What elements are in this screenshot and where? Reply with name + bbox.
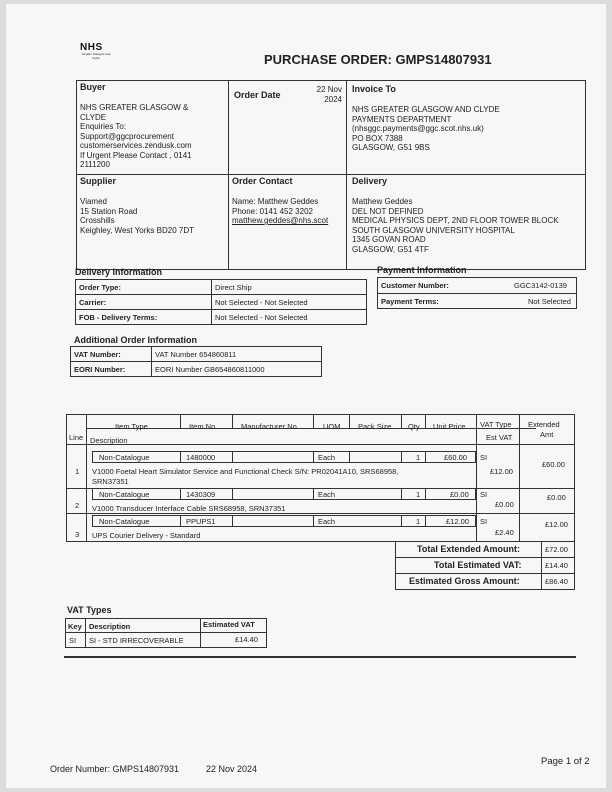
customer-number-label: Customer Number:: [381, 281, 449, 290]
buyer-heading: Buyer: [80, 82, 106, 92]
eori-number-label: EORI Number:: [74, 365, 126, 374]
row3-qty: 1: [416, 517, 421, 526]
row2-description: V1000 Transducer Interface Cable SRS68958, SRN37351: [92, 504, 286, 513]
row1-item-no: 1480000: [186, 453, 216, 462]
total-extended-label: Total Extended Amount:: [417, 544, 520, 554]
row3-description: UPS Courier Delivery - Standard: [92, 531, 201, 540]
total-vat-value: £14.40: [545, 561, 568, 570]
vat-row-estimated: £14.40: [235, 635, 258, 644]
vat-row-key: SI: [69, 636, 77, 645]
row1-extended: £60.00: [542, 460, 565, 469]
vat-number-value: VAT Number 654860811: [155, 350, 237, 359]
row2-item-no: 1430309: [186, 490, 216, 499]
order-date-label: Order Date: [234, 90, 281, 100]
vat-number-label: VAT Number:: [74, 350, 121, 359]
row1-item-type: Non-Catalogue: [99, 453, 150, 462]
invoice-to-heading: Invoice To: [352, 84, 396, 94]
order-type-value: Direct Ship: [215, 283, 252, 292]
payment-info-heading: Payment Information: [377, 265, 467, 275]
row2-uom: Each: [318, 490, 336, 499]
row1-qty: 1: [416, 453, 421, 462]
vat-header-estimated: Estimated VAT: [203, 620, 255, 629]
header-vat-type: VAT Type: [480, 420, 512, 429]
row1-est-vat: £12.00: [490, 467, 513, 476]
header-line: Line: [69, 433, 84, 442]
nhs-logo-sub: Greater Glasgow and Clyde: [81, 52, 111, 60]
payment-terms-value: Not Selected: [528, 297, 571, 306]
additional-info-heading: Additional Order Information: [74, 335, 197, 345]
fob-label: FOB - Delivery Terms:: [79, 313, 158, 322]
vat-header-key: Key: [68, 622, 82, 631]
header-amt: Amt: [540, 430, 554, 439]
vat-header-description: Description: [89, 622, 131, 631]
header-pack-size: Pack Size: [358, 422, 392, 431]
vat-types-heading: VAT Types: [67, 605, 112, 615]
footer-page-number: Page 1 of 2: [541, 756, 590, 767]
row3-line: 3: [75, 530, 80, 539]
row2-extended: £0.00: [547, 493, 566, 502]
row1-description-cont: SRN37351: [92, 477, 129, 486]
footer-divider: [64, 656, 576, 658]
header-unit-price: Unit Price: [433, 422, 466, 431]
header-qty: Qty: [408, 422, 420, 431]
row1-vat-type: SI: [480, 453, 488, 462]
row2-vat-type: SI: [480, 490, 488, 499]
row2-est-vat: £0.00: [495, 500, 514, 509]
eori-number-value: EORI Number GB654860811000: [155, 365, 265, 374]
row1-unit-price: £60.00: [444, 453, 467, 462]
row3-uom: Each: [318, 517, 336, 526]
carrier-label: Carrier:: [79, 298, 107, 307]
nhs-logo-mark: NHS: [80, 42, 103, 53]
row3-unit-price: £12.00: [446, 517, 469, 526]
page-title: PURCHASE ORDER: GMPS14807931: [264, 52, 492, 67]
carrier-value: Not Selected - Not Selected: [215, 298, 308, 307]
row1-line: 1: [75, 467, 80, 476]
header-uom: UOM: [323, 422, 341, 431]
contact-email-link[interactable]: matthew.geddes@nhs.scot: [232, 216, 329, 225]
invoice-to-address: NHS GREATER GLASGOW AND CLYDE PAYMENTS DEPARTMENT (nhsggc.payments@ggc.scot.nhs.uk) PO BOX 7388 GLASGOW, G51 9BS: [352, 105, 500, 152]
supplier-heading: Supplier: [80, 176, 117, 186]
row2-item-type: Non-Catalogue: [99, 490, 150, 499]
order-type-label: Order Type:: [79, 283, 121, 292]
payment-terms-label: Payment Terms:: [381, 297, 439, 306]
row2-unit-price: £0.00: [450, 490, 469, 499]
header-est-vat: Est VAT: [486, 433, 513, 442]
order-contact-heading: Order Contact: [232, 176, 293, 186]
delivery-info-heading: Delivery Information: [75, 267, 163, 277]
row3-est-vat: £2.40: [495, 528, 514, 537]
delivery-address: Matthew Geddes DEL NOT DEFINED MEDICAL PHYSICS DEPT, 2ND FLOOR TOWER BLOCK SOUTH GLASGOW UNIVERSITY HOSPITAL 1345 GOVAN ROAD GLASGOW, G51 4TF: [352, 197, 559, 254]
row3-vat-type: SI: [480, 517, 488, 526]
supplier-address: Viamed 15 Station Road Crosshills Keighley, West Yorks BD20 7DT: [80, 197, 194, 235]
gross-amount-label: Estimated Gross Amount:: [409, 576, 520, 586]
header-item-no: Item No: [189, 422, 216, 431]
header-item-type: Item Type: [115, 422, 148, 431]
buyer-address: NHS GREATER GLASGOW & CLYDE Enquiries To: Support@ggcprocurement customerservices.zendusk.com If Urgent Please Contact , 0141 2111200: [80, 103, 192, 169]
row1-uom: Each: [318, 453, 336, 462]
footer-order-number: Order Number: GMPS14807931: [50, 764, 180, 774]
total-extended-value: £72.00: [545, 545, 568, 554]
row2-line: 2: [75, 501, 80, 510]
row2-qty: 1: [416, 490, 421, 499]
fob-value: Not Selected - Not Selected: [215, 313, 308, 322]
order-contact-details: Name: Matthew Geddes Phone: 0141 452 3202 matthew.geddes@nhs.scot: [232, 197, 329, 225]
footer-date: 22 Nov 2024: [206, 764, 258, 774]
row1-description: V1000 Foetal Heart Simulator Service and Functional Check S/N: PR02041A10, SRS68958,: [92, 467, 399, 476]
document-page: [6, 4, 606, 788]
header-extended: Extended: [528, 420, 560, 429]
gross-amount-value: £86.40: [545, 577, 568, 586]
delivery-heading: Delivery: [352, 176, 388, 186]
total-vat-label: Total Estimated VAT:: [434, 560, 522, 570]
row3-extended: £12.00: [545, 520, 568, 529]
header-manufacturer-no: Manufacturer No: [241, 422, 297, 431]
row3-item-type: Non-Catalogue: [99, 517, 150, 526]
row3-item-no: PPUPS1: [186, 517, 216, 526]
customer-number-value: GGC3142-0139: [514, 281, 567, 290]
vat-row-description: SI - STD IRRECOVERABLE: [89, 636, 184, 645]
header-description: Description: [90, 436, 128, 445]
nhs-logo: [80, 42, 112, 60]
order-date-value: 22 Nov 2024: [316, 85, 342, 104]
